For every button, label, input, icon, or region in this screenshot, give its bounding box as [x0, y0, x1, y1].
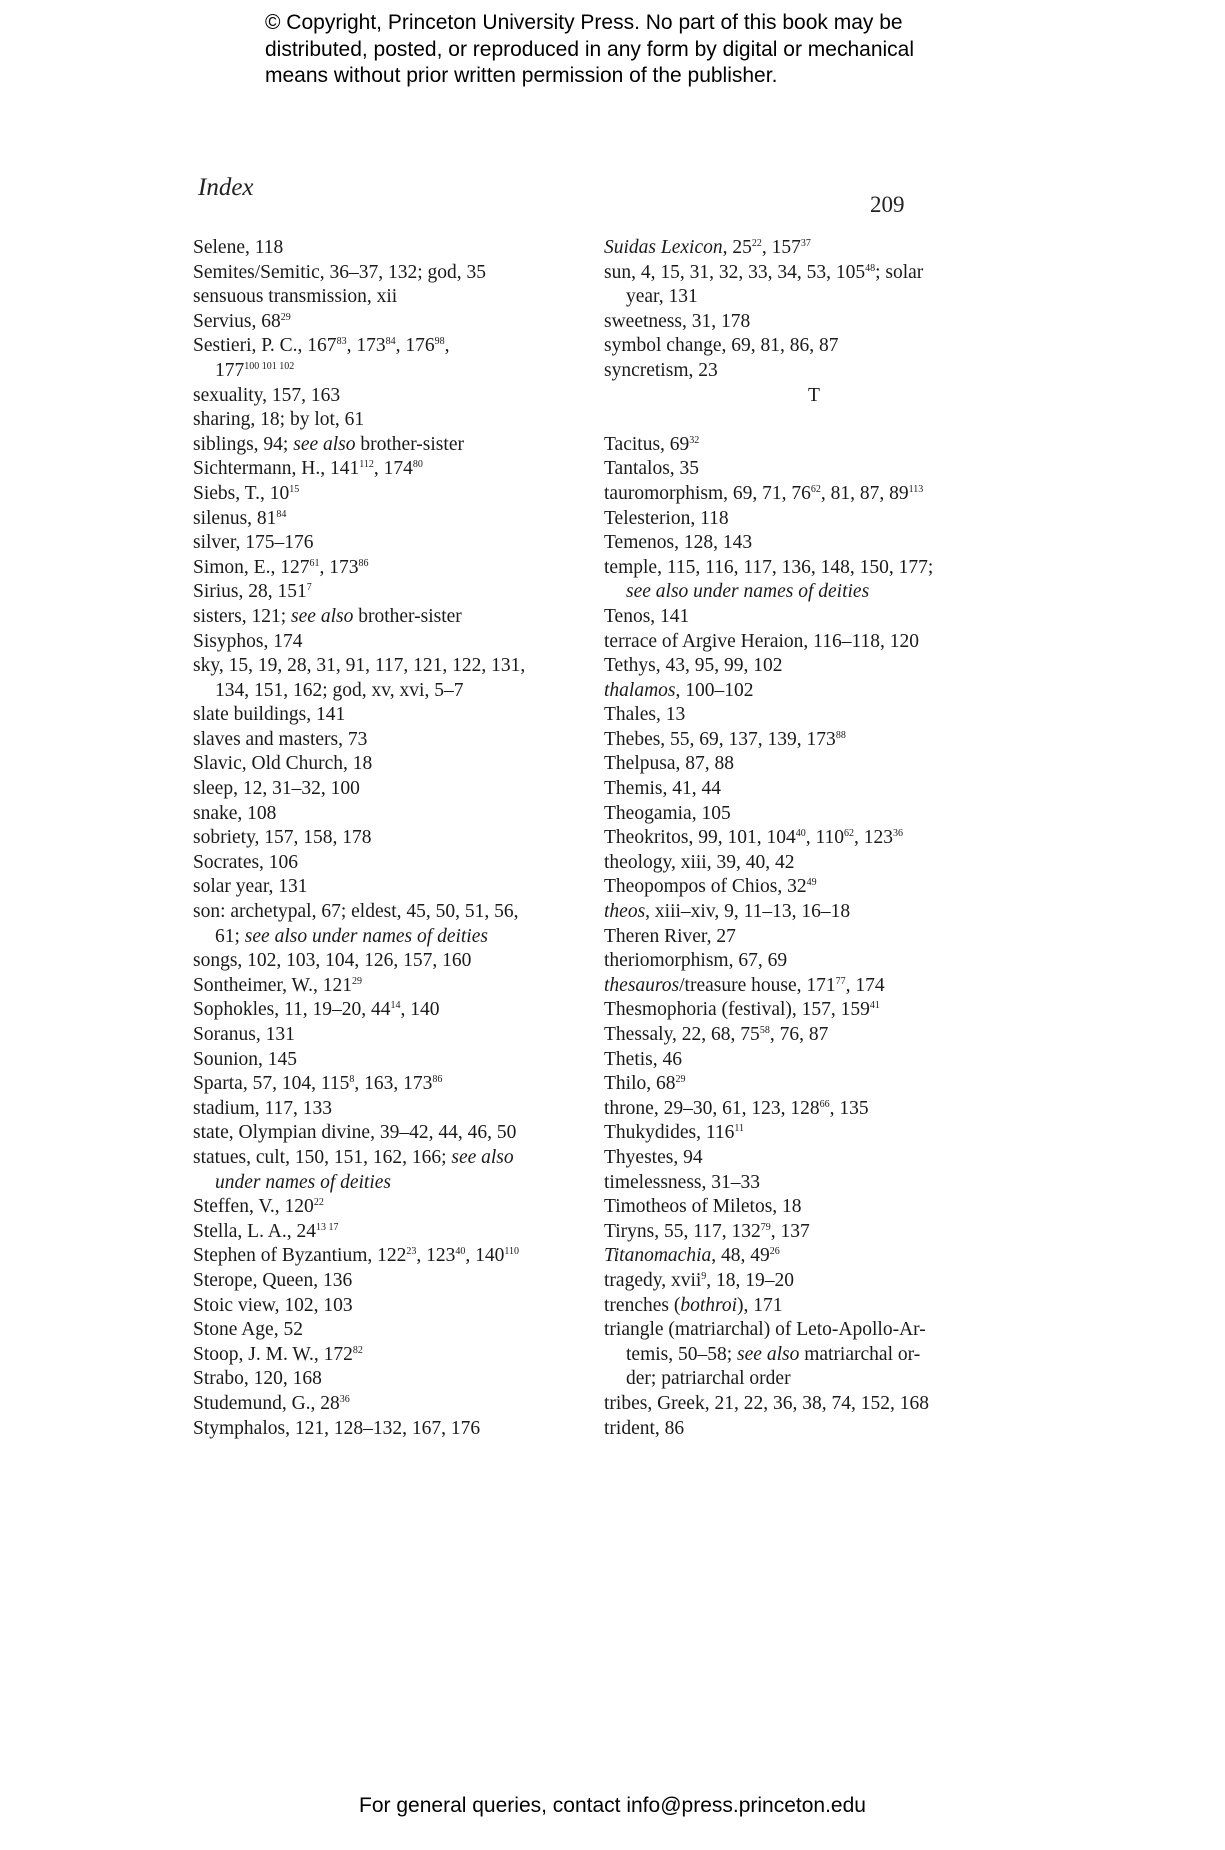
entry-text: , 76, 87	[769, 1024, 829, 1045]
footnote-ref: 22	[751, 238, 762, 249]
page-number: 209	[870, 192, 905, 217]
index-entry	[604, 507, 1024, 532]
entry-text: , xiii–xiv, 9, 11–13, 16–18	[645, 901, 851, 923]
entry-text: Studemund, G., 28	[193, 1392, 340, 1414]
footnote-ref: 11	[734, 1123, 744, 1135]
entry-text: Stephen of Byzantium, 122	[193, 1245, 407, 1267]
entry-text: syncretism, 23	[604, 359, 718, 381]
footnote-ref: 29	[675, 1074, 686, 1086]
index-entry	[193, 998, 593, 1023]
entry-text: Theogamia, 105	[604, 802, 731, 824]
index-entry	[193, 851, 593, 876]
footnote-ref: 40	[455, 1246, 466, 1258]
entry-text: snake, 108	[193, 802, 277, 824]
entry-text: statues, cult, 150, 151, 162, 166;	[193, 1146, 452, 1168]
entry-text: trident, 86	[604, 1417, 685, 1439]
entry-text: symbol change, 69, 81, 86, 87	[604, 335, 839, 357]
footnote-ref: 86	[358, 557, 369, 569]
index-entry	[193, 457, 593, 482]
entry-text: Theren River, 27	[604, 925, 736, 947]
section-letter	[604, 384, 1024, 409]
entry-text: Thelpusa, 87, 88	[604, 753, 734, 775]
index-entry	[193, 1048, 593, 1073]
entry-text: trenches (	[604, 1294, 681, 1316]
index-entry	[193, 261, 593, 286]
entry-text: see also	[293, 433, 356, 455]
index-entry	[193, 556, 593, 581]
footer-contact: For general queries, contact info@press.princeton.edu	[359, 1794, 866, 1817]
index-entry	[193, 433, 593, 458]
footnote-ref: 40	[795, 828, 806, 840]
footnote-ref: 15	[289, 483, 300, 495]
index-entry	[604, 703, 1024, 728]
entry-text: sweetness, 31, 178	[604, 310, 751, 332]
footnote-ref: 26	[769, 1246, 780, 1258]
entry-text: Strabo, 120, 168	[193, 1368, 322, 1390]
index-entry	[604, 851, 1024, 876]
footnote-ref: 110	[504, 1246, 520, 1258]
index-entry	[604, 605, 1024, 630]
entry-text: , 174	[845, 974, 885, 996]
index-entry	[193, 1146, 593, 1171]
entry-text: , 18, 19–20	[706, 1269, 795, 1291]
entry-text: Sounion, 145	[193, 1048, 298, 1070]
index-entry-continuation	[193, 359, 593, 384]
index-entry	[193, 974, 593, 999]
entry-text: Tiryns, 55, 117, 132	[604, 1220, 761, 1242]
entry-text: year, 131	[626, 286, 698, 308]
entry-text: , 173	[346, 335, 386, 357]
entry-text: , 157	[761, 237, 801, 258]
entry-text: Tenos, 141	[604, 605, 690, 627]
index-entry	[604, 310, 1024, 335]
entry-text: Suidas Lexicon	[604, 237, 723, 258]
index-entry	[193, 826, 593, 851]
footnote-ref: 79	[760, 1221, 771, 1233]
entry-text: see also	[451, 1146, 514, 1168]
index-entry	[604, 408, 1024, 433]
entry-text: sleep, 12, 31–32, 100	[193, 778, 360, 800]
index-entry	[604, 654, 1024, 679]
index-entry	[604, 1171, 1024, 1196]
index-entry	[604, 679, 1024, 704]
entry-text: , 81, 87, 89	[820, 482, 909, 504]
index-entry-continuation	[604, 1343, 1024, 1368]
entry-text: sexuality, 157, 163	[193, 384, 341, 406]
footnote-ref: 83	[336, 336, 347, 348]
entry-text: 177	[215, 359, 245, 381]
footnote-ref: 62	[810, 483, 821, 495]
entry-text: Thilo, 68	[604, 1073, 676, 1095]
index-entry	[604, 1220, 1024, 1245]
entry-text: Thebes, 55, 69, 137, 139, 173	[604, 728, 836, 750]
footnote-ref: 58	[759, 1025, 770, 1036]
index-entry	[193, 1072, 593, 1097]
index-entry	[604, 556, 1024, 581]
index-entry	[604, 826, 1024, 851]
entry-text: brother-sister	[355, 433, 464, 455]
footnote-ref: 41	[869, 1000, 880, 1012]
entry-text: matriarchal or-	[799, 1343, 921, 1365]
footnote-ref: 98	[434, 336, 445, 348]
entry-text: Theopompos of Chios, 32	[604, 876, 807, 898]
entry-text: 61;	[215, 925, 245, 947]
entry-text: Timotheos of Miletos, 18	[604, 1196, 802, 1218]
entry-text: Thukydides, 116	[604, 1122, 735, 1144]
entry-text: Servius, 68	[193, 310, 281, 332]
entry-text: Sestieri, P. C., 167	[193, 335, 337, 357]
index-entry	[193, 482, 593, 507]
copyright-line: © Copyright, Princeton University Press. No part of this book may be	[265, 11, 903, 34]
entry-text: triangle (matriarchal) of Leto-Apollo-Ar-	[604, 1319, 926, 1341]
entry-text: Sontheimer, W., 121	[193, 974, 353, 996]
index-entry	[604, 1318, 1024, 1343]
footnote-ref: 82	[352, 1344, 363, 1356]
footnote-ref: 84	[276, 508, 287, 520]
entry-text: see also	[737, 1343, 800, 1365]
index-entry	[604, 1121, 1024, 1146]
index-entry	[193, 777, 593, 802]
entry-text: Thesmophoria (festival), 157, 159	[604, 999, 870, 1021]
entry-text: songs, 102, 103, 104, 126, 157, 160	[193, 950, 472, 972]
entry-text: sisters, 121;	[193, 605, 292, 627]
index-entry	[193, 1343, 593, 1368]
index-entry	[604, 777, 1024, 802]
entry-text: , 173	[319, 556, 359, 578]
footnote-ref: 113	[908, 483, 924, 495]
index-entry	[193, 1220, 593, 1245]
entry-text: tragedy, xvii	[604, 1269, 702, 1291]
index-entry	[604, 925, 1024, 950]
index-entry-continuation	[193, 679, 593, 704]
entry-text: solar year, 131	[193, 876, 308, 898]
entry-text: Sirius, 28, 151	[193, 581, 307, 603]
index-entry	[604, 752, 1024, 777]
index-entry	[604, 1023, 1024, 1048]
entry-text: theriomorphism, 67, 69	[604, 950, 788, 972]
entry-text: sensuous transmission, xii	[193, 286, 398, 308]
entry-text: state, Olympian divine, 39–42, 44, 46, 50	[193, 1122, 517, 1144]
entry-text: /treasure house, 171	[679, 974, 836, 996]
entry-text: son: archetypal, 67; eldest, 45, 50, 51, 56,	[193, 901, 519, 923]
entry-text: , 123	[416, 1245, 456, 1267]
index-entry	[193, 285, 593, 310]
index-entry	[604, 482, 1024, 507]
entry-text: Selene, 118	[193, 237, 284, 258]
index-entry	[193, 580, 593, 605]
entry-text: throne, 29–30, 61, 123, 128	[604, 1097, 820, 1119]
footnote-ref: 37	[800, 238, 811, 249]
entry-text: see also under names of deities	[244, 925, 488, 947]
footnote-ref: 84	[385, 336, 396, 348]
footnote-ref: 13 17	[315, 1221, 339, 1233]
entry-text: thesauros	[604, 974, 680, 996]
entry-text: Steffen, V., 120	[193, 1196, 314, 1218]
entry-text: tauromorphism, 69, 71, 76	[604, 482, 811, 504]
index-entry	[604, 1146, 1024, 1171]
index-entry-continuation	[604, 285, 1024, 310]
entry-text: theology, xiii, 39, 40, 42	[604, 851, 795, 873]
index-entry	[604, 1244, 1024, 1269]
entry-text: Thyestes, 94	[604, 1146, 703, 1168]
footnote-ref: 29	[280, 311, 291, 323]
entry-text: silenus, 81	[193, 507, 277, 529]
index-entry	[193, 1392, 593, 1417]
index-entry	[193, 531, 593, 556]
entry-text: Stone Age, 52	[193, 1319, 303, 1341]
index-entry	[604, 974, 1024, 999]
index-entry	[193, 1294, 593, 1319]
index-entry	[604, 359, 1024, 384]
entry-text: Thales, 13	[604, 704, 686, 726]
index-entry	[604, 900, 1024, 925]
entry-text: Theokritos, 99, 101, 104	[604, 827, 796, 849]
index-entry	[193, 1318, 593, 1343]
index-entry	[193, 1195, 593, 1220]
index-entry	[604, 261, 1024, 286]
index-entry	[604, 998, 1024, 1023]
entry-text: theos	[604, 901, 646, 923]
index-entry	[193, 630, 593, 655]
entry-text: , 48, 49	[711, 1245, 770, 1267]
index-entry	[193, 703, 593, 728]
entry-text: Stella, L. A., 24	[193, 1220, 316, 1242]
index-entry	[193, 1121, 593, 1146]
index-entry	[604, 236, 1024, 261]
index-entry-continuation	[193, 1171, 593, 1196]
entry-text: brother-sister	[353, 605, 462, 627]
entry-text: Stymphalos, 121, 128–132, 167, 176	[193, 1417, 481, 1439]
entry-text: under names of deities	[215, 1171, 392, 1193]
entry-text: , 176	[395, 335, 435, 357]
index-entry	[193, 605, 593, 630]
entry-text: timelessness, 31–33	[604, 1171, 760, 1193]
entry-text: Tethys, 43, 95, 99, 102	[604, 655, 783, 677]
entry-text: Sichtermann, H., 141	[193, 458, 360, 480]
footnote-ref: 22	[313, 1197, 324, 1209]
entry-text: sun, 4, 15, 31, 32, 33, 34, 53, 105	[604, 261, 866, 283]
index-column-left	[193, 236, 593, 1441]
entry-text: sky, 15, 19, 28, 31, 91, 117, 121, 122, 131,	[193, 655, 526, 677]
index-entry	[193, 875, 593, 900]
entry-text: Sparta, 57, 104, 115	[193, 1073, 350, 1095]
index-entry	[604, 949, 1024, 974]
footnote-ref: 61	[309, 557, 320, 569]
footnote-ref: 23	[406, 1246, 417, 1258]
index-entry	[604, 875, 1024, 900]
entry-text: stadium, 117, 133	[193, 1097, 333, 1119]
index-entry	[604, 457, 1024, 482]
entry-text: tribes, Greek, 21, 22, 36, 38, 74, 152, 168	[604, 1392, 929, 1414]
index-entry	[604, 334, 1024, 359]
entry-text: , 140	[400, 999, 440, 1021]
index-entry	[604, 1097, 1024, 1122]
entry-text: , 135	[829, 1097, 869, 1119]
copyright-line: distributed, posted, or reproduced in any form by digital or mechanical	[265, 37, 915, 61]
entry-text: bothroi	[680, 1294, 738, 1316]
entry-text: ,	[444, 335, 450, 357]
index-entry	[193, 900, 593, 925]
entry-text: ; solar	[875, 261, 924, 283]
footnote-ref: 32	[689, 434, 700, 446]
index-column-right	[604, 236, 1024, 1441]
entry-text: , 123	[854, 827, 894, 849]
entry-text: Thetis, 46	[604, 1048, 682, 1070]
entry-text: Semites/Semitic, 36–37, 132; god, 35	[193, 261, 487, 283]
footnote-ref: 100 101 102	[244, 360, 295, 372]
entry-text: , 110	[805, 827, 845, 849]
entry-text: Slavic, Old Church, 18	[193, 753, 373, 775]
entry-text: temple, 115, 116, 117, 136, 148, 150, 177;	[604, 556, 934, 578]
footnote-ref: 29	[352, 975, 363, 987]
index-entry	[604, 1417, 1024, 1442]
footnote-ref: 14	[390, 1000, 401, 1012]
entry-text: 134, 151, 162; god, xv, xvi, 5–7	[215, 679, 464, 701]
index-entry	[604, 1392, 1024, 1417]
index-entry	[193, 507, 593, 532]
index-entry-continuation	[604, 1367, 1024, 1392]
entry-text: Telesterion, 118	[604, 507, 729, 529]
footnote-ref: 88	[835, 729, 846, 741]
index-entry	[604, 802, 1024, 827]
entry-text: sharing, 18; by lot, 61	[193, 409, 365, 431]
entry-text: Temenos, 128, 143	[604, 532, 753, 554]
index-entry	[193, 384, 593, 409]
entry-text: slate buildings, 141	[193, 704, 346, 726]
index-entry	[604, 531, 1024, 556]
index-entry	[604, 433, 1024, 458]
entry-text: , 140	[465, 1245, 505, 1267]
footnote-ref: 7	[306, 582, 312, 594]
entry-text: , 137	[770, 1220, 810, 1242]
index-entry	[193, 752, 593, 777]
entry-text: Sophokles, 11, 19–20, 44	[193, 999, 391, 1021]
copyright-line: means without prior written permission of the publisher.	[265, 64, 778, 87]
entry-text: ), 171	[737, 1294, 783, 1316]
entry-text: , 100–102	[675, 679, 754, 701]
entry-text: Themis, 41, 44	[604, 778, 721, 800]
footnote-ref: 66	[819, 1098, 830, 1110]
entry-text: Tacitus, 69	[604, 433, 690, 455]
index-entry	[604, 1269, 1024, 1294]
entry-text: T	[808, 384, 820, 406]
footnote-ref: 9	[701, 1270, 707, 1282]
index-entry	[604, 1072, 1024, 1097]
index-entry	[604, 1195, 1024, 1220]
footnote-ref: 48	[865, 262, 876, 274]
index-entry	[193, 1367, 593, 1392]
entry-text: temis, 50–58;	[626, 1343, 738, 1365]
index-entry-continuation	[604, 580, 1024, 605]
index-entry	[604, 1294, 1024, 1319]
index-entry	[193, 1417, 593, 1442]
entry-text: Titanomachia	[604, 1245, 712, 1267]
footnote-ref: 80	[412, 459, 423, 471]
entry-text: , 163, 173	[354, 1073, 433, 1095]
entry-text: Socrates, 106	[193, 851, 299, 873]
index-entry	[604, 630, 1024, 655]
entry-text: thalamos	[604, 679, 676, 701]
entry-text: slaves and masters, 73	[193, 728, 368, 750]
footnote-ref: 77	[835, 975, 846, 987]
entry-text: Simon, E., 127	[193, 556, 310, 578]
index-entry	[193, 1097, 593, 1122]
entry-text: Stoic view, 102, 103	[193, 1294, 353, 1316]
entry-text: siblings, 94;	[193, 433, 294, 455]
index-entry-continuation	[193, 925, 593, 950]
entry-text: sobriety, 157, 158, 178	[193, 827, 372, 849]
entry-text: Tantalos, 35	[604, 458, 700, 480]
index-entry	[193, 334, 593, 359]
index-entry	[193, 1269, 593, 1294]
index-entry	[604, 1048, 1024, 1073]
index-entry	[193, 949, 593, 974]
footnote-ref: 62	[844, 828, 855, 840]
index-entry	[193, 1023, 593, 1048]
index-entry	[193, 310, 593, 335]
entry-text: see also under names of deities	[626, 581, 870, 603]
entry-text: Stoop, J. M. W., 172	[193, 1343, 353, 1365]
index-entry	[193, 654, 593, 679]
entry-text: Sterope, Queen, 136	[193, 1269, 353, 1291]
footnote-ref: 112	[359, 459, 374, 471]
entry-text: der; patriarchal order	[626, 1368, 791, 1390]
index-entry	[193, 408, 593, 433]
index-entry	[193, 1244, 593, 1269]
entry-text: , 25	[722, 237, 752, 258]
footnote-ref: 36	[893, 828, 904, 840]
entry-text: silver, 175–176	[193, 532, 314, 554]
running-head: Index	[198, 174, 254, 201]
entry-text: , 174	[373, 458, 413, 480]
entry-text: see also	[291, 605, 354, 627]
footnote-ref: 36	[339, 1393, 350, 1405]
footnote-ref: 49	[806, 877, 817, 889]
index-entry	[193, 802, 593, 827]
index-entry	[193, 728, 593, 753]
copyright-notice	[265, 10, 1025, 90]
index-entry	[193, 236, 593, 261]
entry-text: Soranus, 131	[193, 1024, 295, 1045]
entry-text: Sisyphos, 174	[193, 630, 303, 652]
index-entry	[604, 728, 1024, 753]
footnote-ref: 8	[349, 1074, 355, 1086]
entry-text: Siebs, T., 10	[193, 482, 290, 504]
footnote-ref: 86	[432, 1074, 443, 1086]
entry-text: Thessaly, 22, 68, 75	[604, 1024, 760, 1045]
entry-text: terrace of Argive Heraion, 116–118, 120	[604, 630, 919, 652]
